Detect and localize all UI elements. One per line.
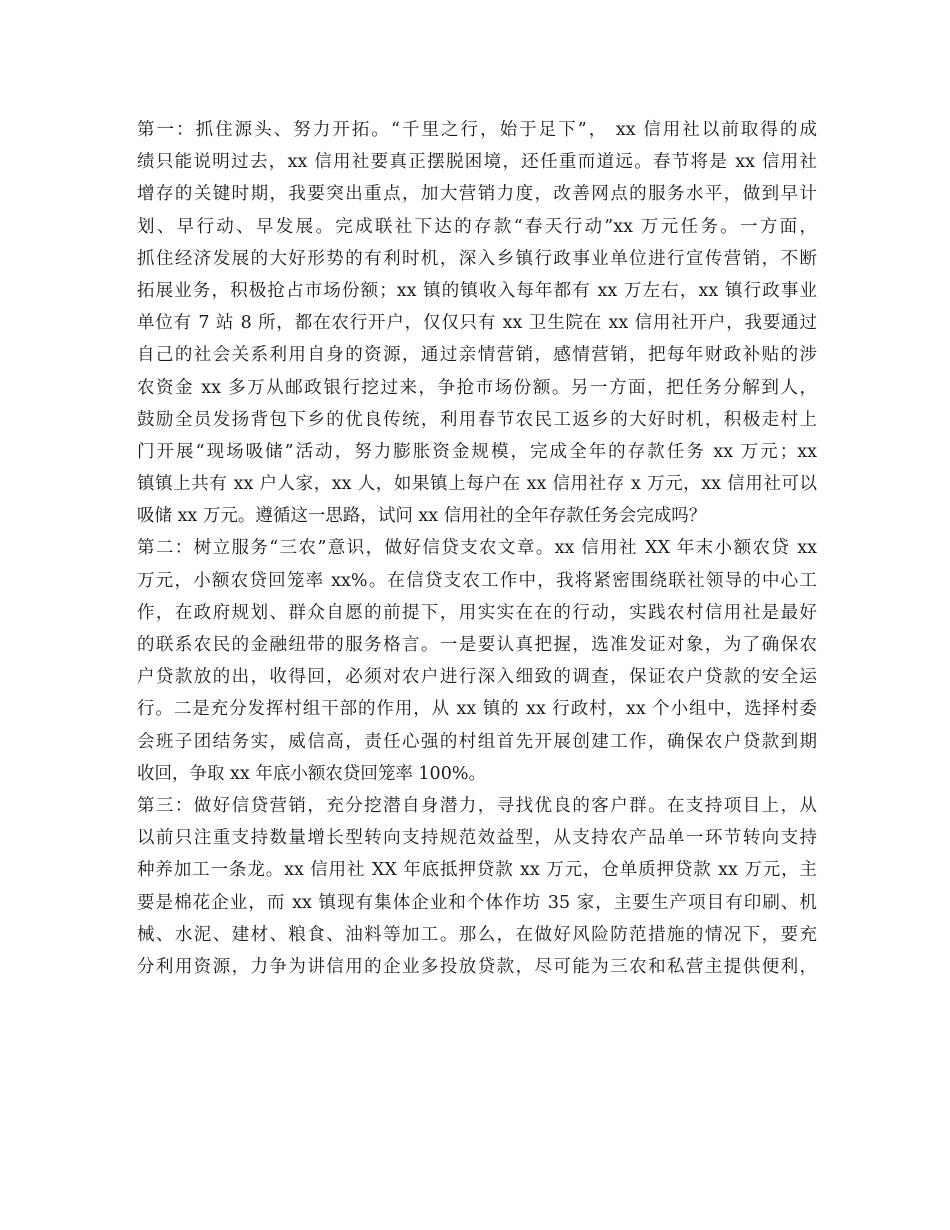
text-line: 械、水泥、建材、粮食、油料等加工。那么，在做好风险防范措施的情况下，要充 bbox=[137, 924, 817, 945]
text-line: 抓住经济发展的大好形势的有利时机，深入乡镇行政事业单位进行宣传营销，不断 bbox=[137, 248, 817, 269]
paragraph-1 bbox=[137, 114, 817, 532]
text-line: 作，在政府规划、群众自愿的前提下，用实实在在的行动，实践农村信用社是最好 bbox=[137, 602, 817, 623]
text-line: 第三：做好信贷营销，充分挖潜自身潜力，寻找优良的客户群。在支持项目上，从 bbox=[137, 795, 817, 816]
text-line: 要是棉花企业，而 xx 镇现有集体企业和个体作坊 35 家，主要生产项目有印刷、机 bbox=[137, 892, 817, 913]
document-body bbox=[137, 114, 817, 983]
text-line: 会班子团结务实，威信高，责任心强的村组首先开展创建工作，确保农户贷款到期 bbox=[137, 731, 817, 752]
text-line: 第一：抓住源头、努力开拓。“千里之行，始于足下”， xx 信用社以前取得的成 bbox=[137, 120, 817, 140]
text-line: 吸储 xx 万元。遵循这一思路，试问 xx 信用社的全年存款任务会完成吗？ bbox=[137, 506, 707, 527]
paragraph-3 bbox=[137, 790, 817, 983]
text-line: 万元，小额农贷回笼率 xx%。在信贷支农工作中，我将紧密围绕联社领导的中心工 bbox=[137, 570, 817, 591]
text-line: 门开展“现场吸储”活动，努力膨胀资金规模，完成全年的存款任务 xx 万元；xx bbox=[137, 441, 817, 462]
text-line: 增存的关键时期，我要突出重点，加大营销力度，改善网点的服务水平，做到早计 bbox=[137, 184, 817, 205]
text-line: 户贷款放的出，收得回，必须对农户进行深入细致的调查，保证农户贷款的安全运 bbox=[137, 667, 817, 688]
text-line: 自己的社会关系利用自身的资源，通过亲情营销，感情营销，把每年财政补贴的涉 bbox=[137, 345, 817, 366]
text-line: 行。二是充分发挥村组干部的作用，从 xx 镇的 xx 行政村，xx 个小组中，选择村委 bbox=[137, 699, 817, 720]
text-line: 的联系农民的金融纽带的服务格言。一是要认真把握，选准发证对象，为了确保农 bbox=[137, 635, 817, 655]
paragraph-2 bbox=[137, 532, 817, 790]
text-line: 绩只能说明过去，xx 信用社要真正摆脱困境，还任重而道远。春节将是 xx 信用社 bbox=[137, 152, 817, 173]
text-line: 第二：树立服务“三农”意识，做好信贷支农文章。xx 信用社 XX 年末小额农贷 xx bbox=[137, 538, 817, 559]
text-line: 镇镇上共有 xx 户人家，xx 人，如果镇上每户在 xx 信用社存 x 万元，xx 信用社可以 bbox=[137, 474, 817, 495]
text-line: 种养加工一条龙。xx 信用社 XX 年底抵押贷款 xx 万元，仓单质押贷款 xx 万元，主 bbox=[137, 860, 817, 881]
text-line: 分利用资源，力争为讲信用的企业多投放贷款，尽可能为三农和私营主提供便利， bbox=[137, 956, 817, 977]
text-line: 划、早行动、早发展。完成联社下达的存款“春天行动”xx 万元任务。一方面， bbox=[137, 216, 817, 237]
text-line: 以前只注重支持数量增长型转向支持规范效益型，从支持农产品单一环节转向支持 bbox=[137, 828, 817, 849]
text-line: 鼓励全员发扬背包下乡的优良传统，利用春节农民工返乡的大好时机，积极走村上 bbox=[137, 409, 817, 430]
text-line: 农资金 xx 多万从邮政银行挖过来，争抢市场份额。另一方面，把任务分解到人， bbox=[137, 377, 817, 398]
text-line: 拓展业务，积极抢占市场份额；xx 镇的镇收入每年都有 xx 万左右，xx 镇行政事业 bbox=[137, 280, 817, 301]
text-line: 收回，争取 xx 年底小额农贷回笼率 100%。 bbox=[137, 763, 486, 784]
text-line: 单位有 7 站 8 所，都在农行开户，仅仅只有 xx 卫生院在 xx 信用社开户，我要通过 bbox=[137, 313, 817, 334]
